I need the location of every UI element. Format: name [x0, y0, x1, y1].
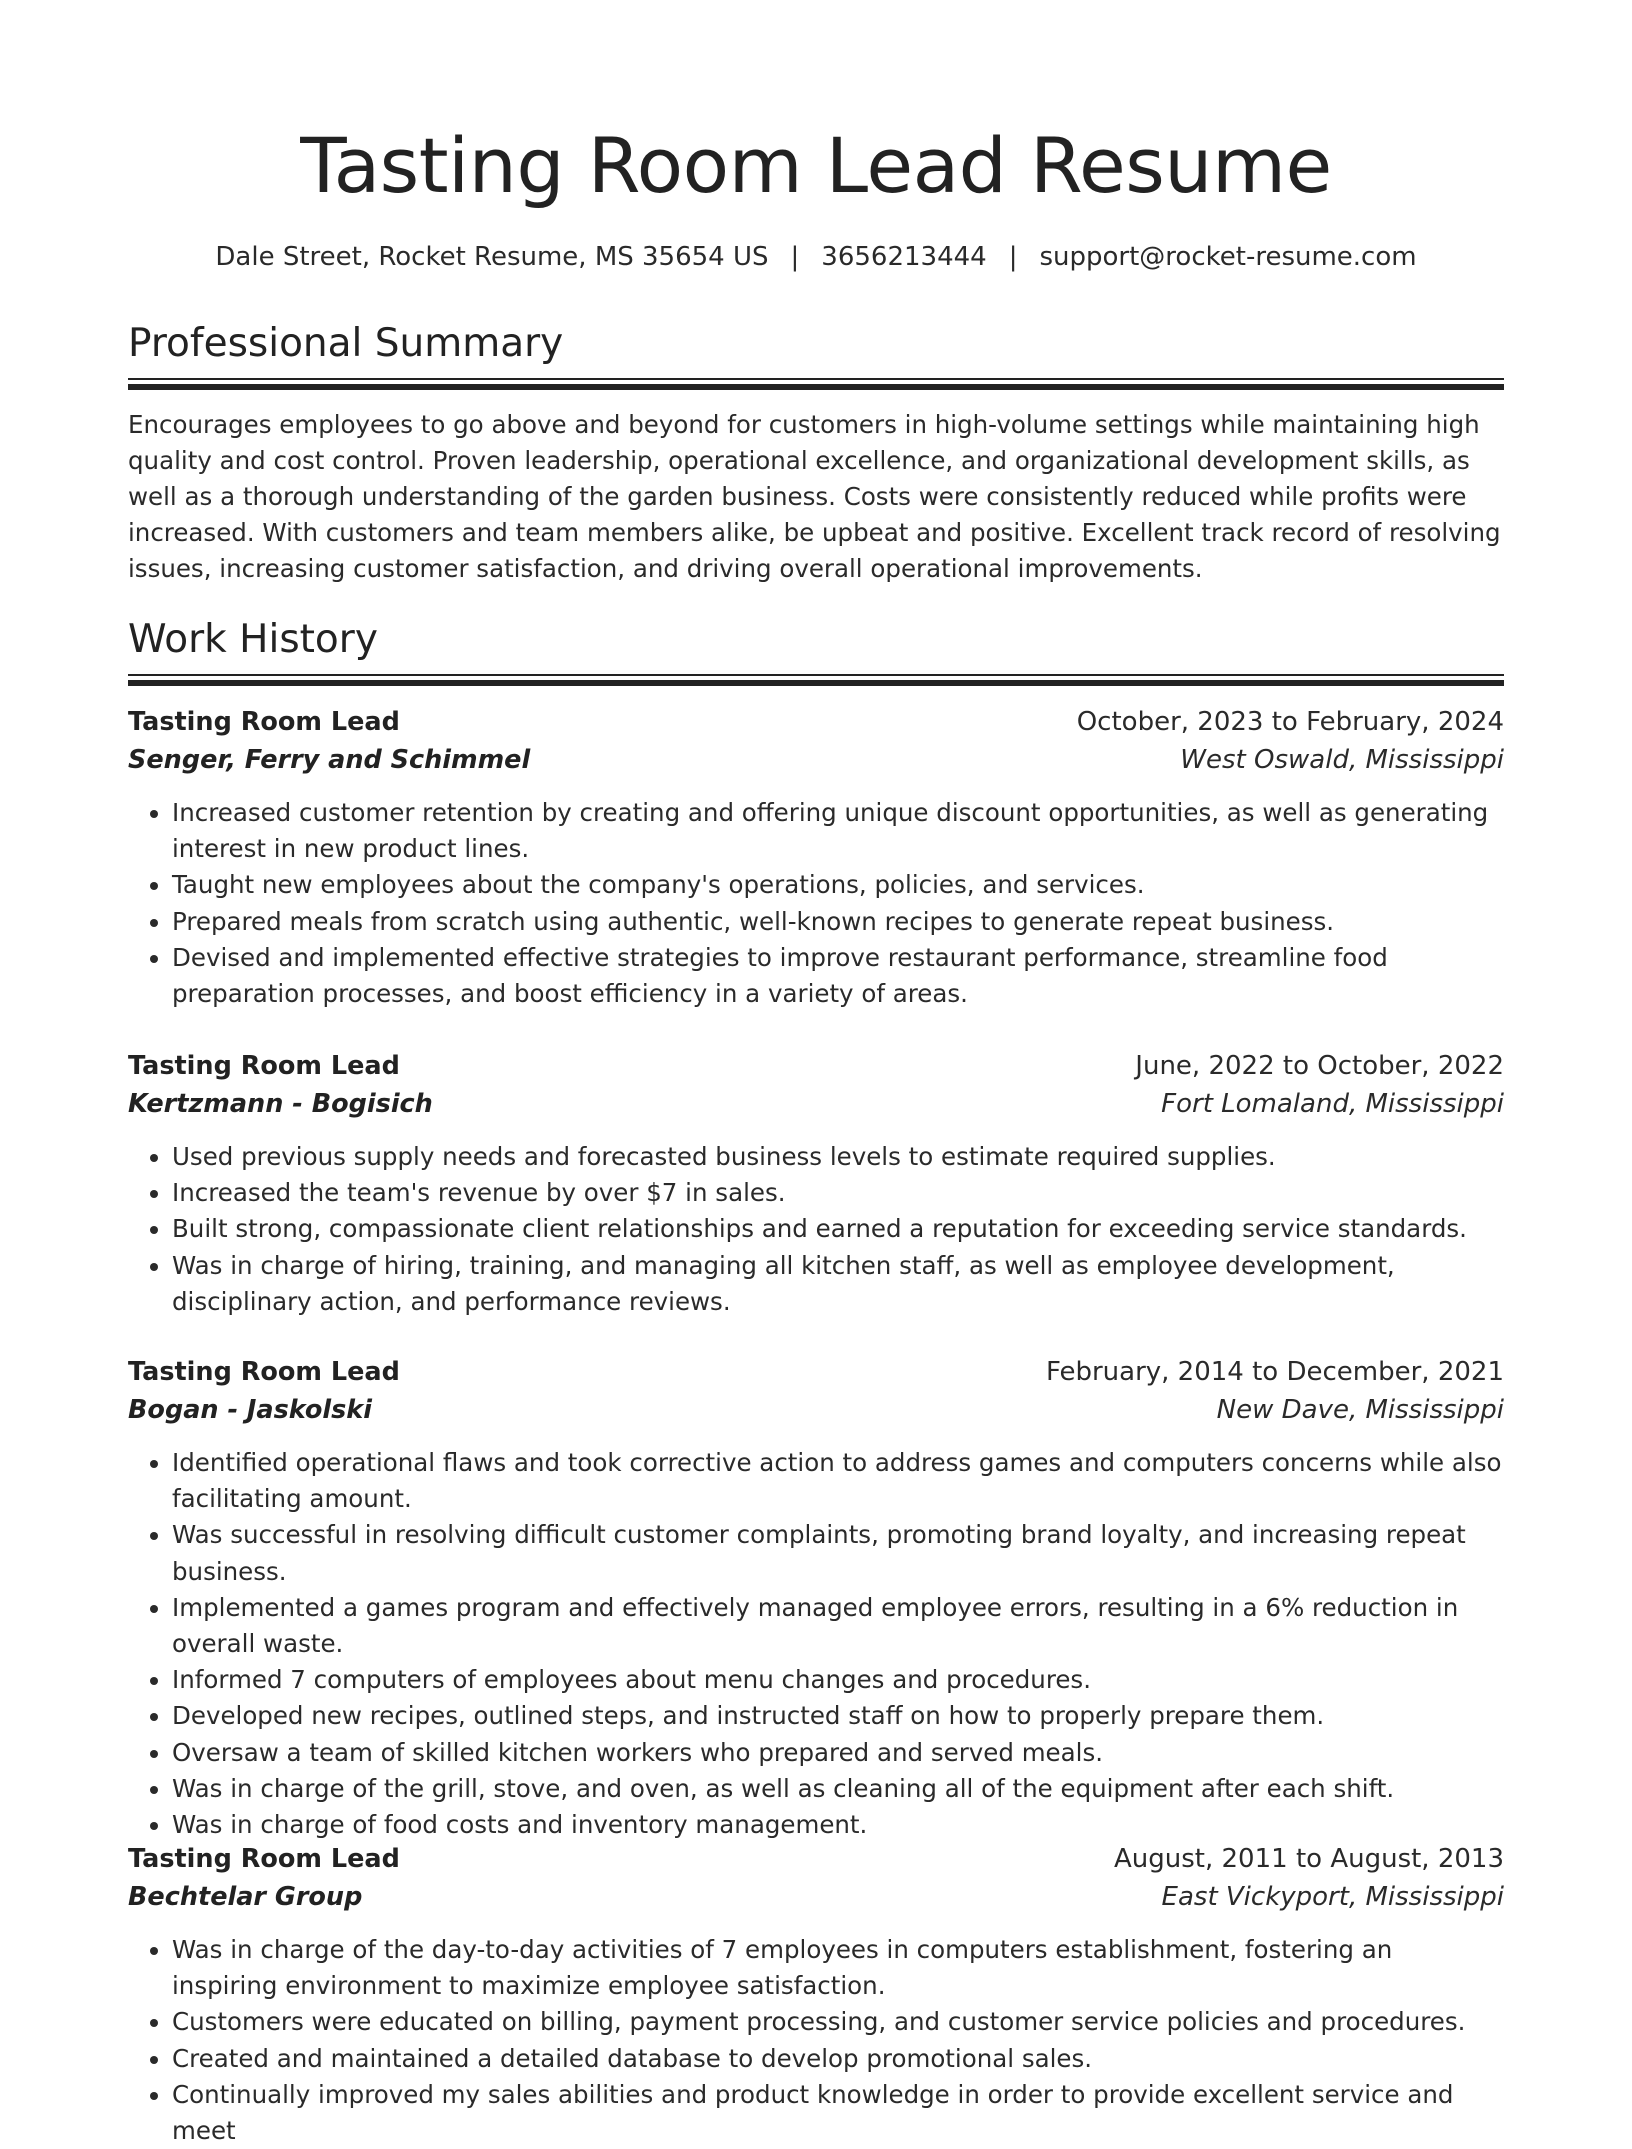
job-bullet: • Continually improved my sales abilities and product knowledge in order to provide excellent service and meet — [172, 2077, 1504, 2149]
job-bullet: • Was in charge of hiring, training, and managing all kitchen staff, as well as employee development, disciplinary action, and performance reviews. — [172, 1248, 1504, 1320]
job-bullet: • Increased customer retention by creating and offering unique discount opportunities, as well as generating interest in new product lines. — [172, 795, 1504, 867]
job-bullet-list — [128, 795, 1504, 1012]
job-header-row — [128, 1353, 1504, 1391]
contact-line — [128, 238, 1504, 276]
job-bullet-list — [128, 1445, 1504, 1843]
job-header-row — [128, 703, 1504, 741]
job-bullet-list — [128, 1139, 1504, 1320]
job-bullet: • Prepared meals from scratch using authentic, well-known recipes to generate repeat business. — [172, 904, 1504, 940]
job-company-row — [128, 1085, 1504, 1125]
job-bullet: • Created and maintained a detailed database to develop promotional sales. — [172, 2041, 1504, 2077]
resume-title: Tasting Room Lead Resume — [300, 121, 1332, 210]
job-bullet-list — [128, 1932, 1504, 2149]
job-location: West Oswald, Mississippi — [1180, 745, 1504, 775]
contact-email: support@rocket-resume.com — [1039, 242, 1417, 272]
job-company: Kertzmann - Bogisich — [128, 1089, 433, 1119]
job-bullet: • Was in charge of the grill, stove, and oven, as well as cleaning all of the equipment after each shift. — [172, 1771, 1504, 1807]
job-bullet: • Devised and implemented effective strategies to improve restaurant performance, streamline food preparation processes, and boost efficiency in a variety of areas. — [172, 940, 1504, 1012]
job-entry — [128, 1047, 1504, 1320]
contact-separator: | — [1008, 242, 1018, 272]
job-bullet: • Was in charge of food costs and inventory management. — [172, 1807, 1504, 1843]
summary-divider — [128, 378, 1504, 389]
job-title: Tasting Room Lead — [128, 1844, 400, 1874]
job-bullet: • Informed 7 computers of employees about menu changes and procedures. — [172, 1662, 1504, 1698]
job-location: Fort Lomaland, Mississippi — [1161, 1089, 1504, 1119]
job-bullet: • Identified operational flaws and took corrective action to address games and computers concerns while also facilitating amount. — [172, 1445, 1504, 1517]
job-bullet: • Increased the team's revenue by over $7 in sales. — [172, 1175, 1504, 1211]
job-bullet: • Built strong, compassionate client relationships and earned a reputation for exceeding service standards. — [172, 1211, 1504, 1247]
job-company-row — [128, 741, 1504, 781]
job-company: Senger, Ferry and Schimmel — [128, 745, 531, 775]
job-dates: February, 2014 to December, 2021 — [1045, 1357, 1504, 1387]
job-bullet: • Was in charge of the day-to-day activities of 7 employees in computers establishment, fostering an inspiring environment to maximize employee satisfaction. — [172, 1932, 1504, 2004]
job-company: Bechtelar Group — [128, 1882, 363, 1912]
job-bullet: • Oversaw a team of skilled kitchen workers who prepared and served meals. — [172, 1735, 1504, 1771]
job-header-row — [128, 1840, 1504, 1878]
summary-text: Encourages employees to go above and beyond for customers in high-volume settings while maintaining high quality and cost control. Proven leadership, operational excellence, and organizational development skills, as well as a thorough understanding of the garden business. Costs were consistently reduced while profits were increased. With customers and team members alike, be upbeat and positive. Excellent track record of resolving issues, increasing customer satisfaction, and driving overall operational improvements. — [128, 410, 1501, 583]
job-location: New Dave, Mississippi — [1216, 1395, 1504, 1425]
summary-heading: Professional Summary — [128, 321, 564, 366]
job-title: Tasting Room Lead — [128, 1051, 400, 1081]
job-dates: August, 2011 to August, 2013 — [1114, 1844, 1504, 1874]
job-dates: June, 2022 to October, 2022 — [1135, 1051, 1504, 1081]
job-entry — [128, 1840, 1504, 2149]
job-header-row — [128, 1047, 1504, 1085]
job-title: Tasting Room Lead — [128, 707, 400, 737]
job-bullet: • Used previous supply needs and forecasted business levels to estimate required supplies. — [172, 1139, 1504, 1175]
job-company-row — [128, 1878, 1504, 1918]
contact-phone: 3656213444 — [821, 242, 987, 272]
work-history-divider — [128, 674, 1504, 685]
work-history-heading: Work History — [128, 617, 378, 662]
job-location: East Vickyport, Mississippi — [1161, 1882, 1504, 1912]
job-bullet: • Was successful in resolving difficult customer complaints, promoting brand loyalty, and increasing repeat business. — [172, 1517, 1504, 1589]
job-bullet: • Taught new employees about the company's operations, policies, and services. — [172, 867, 1504, 903]
job-bullet: • Implemented a games program and effectively managed employee errors, resulting in a 6% reduction in overall waste. — [172, 1590, 1504, 1662]
divider-thin-line — [128, 674, 1504, 676]
divider-thick-line — [128, 680, 1504, 686]
job-bullet: • Developed new recipes, outlined steps, and instructed staff on how to properly prepare them. — [172, 1698, 1504, 1734]
job-entry — [128, 1353, 1504, 1843]
divider-thick-line — [128, 384, 1504, 390]
job-bullet: • Customers were educated on billing, payment processing, and customer service policies and procedures. — [172, 2004, 1504, 2040]
contact-separator: | — [790, 242, 800, 272]
job-title: Tasting Room Lead — [128, 1357, 400, 1387]
divider-thin-line — [128, 378, 1504, 380]
contact-address: Dale Street, Rocket Resume, MS 35654 US — [215, 242, 769, 272]
job-company: Bogan - Jaskolski — [128, 1395, 372, 1425]
job-company-row — [128, 1391, 1504, 1431]
job-dates: October, 2023 to February, 2024 — [1076, 707, 1504, 737]
job-entry — [128, 703, 1504, 1012]
